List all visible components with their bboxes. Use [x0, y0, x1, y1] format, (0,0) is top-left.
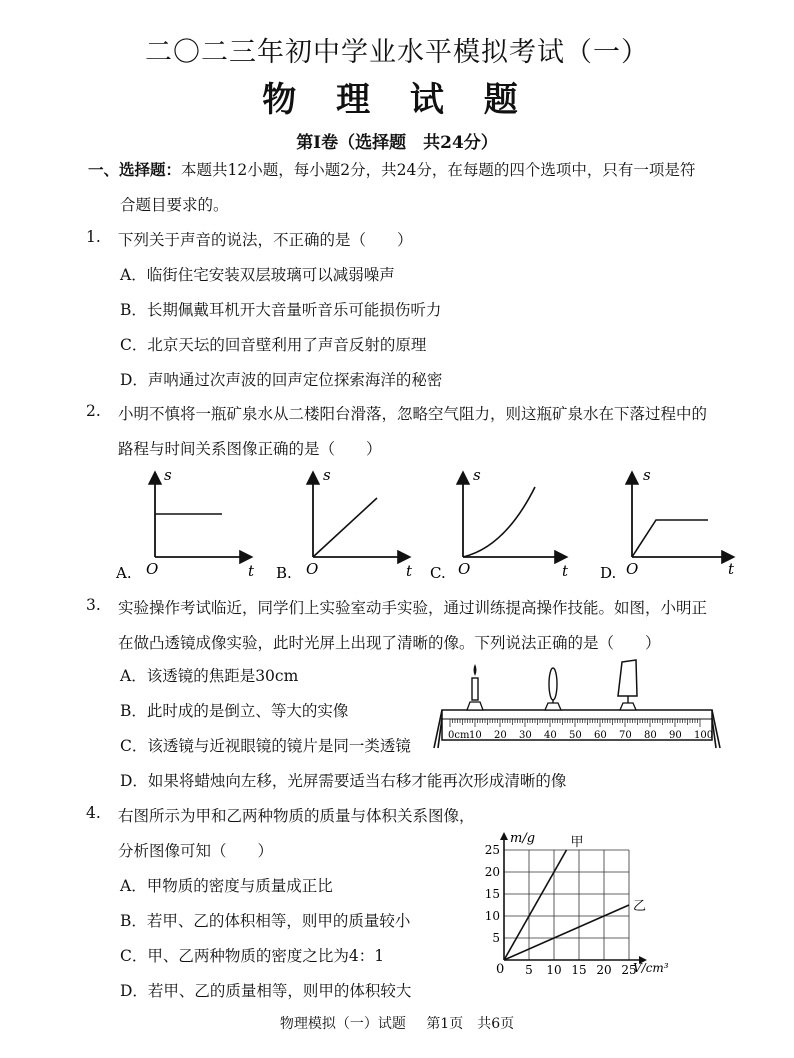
- series-yi-line: [504, 905, 629, 960]
- light-screen[interactable]: [618, 660, 637, 710]
- q3-number: 3.: [86, 596, 101, 614]
- section-intro-line2: 合题目要求的。: [120, 196, 229, 214]
- q2-graphs: [110, 462, 750, 587]
- q2-b-choice: B.: [276, 564, 292, 582]
- q2-b-x-label: t: [406, 562, 413, 580]
- candle[interactable]: [467, 664, 483, 710]
- q2-d-choice: D.: [600, 564, 617, 582]
- q2-graph-d[interactable]: [600, 466, 735, 582]
- y-tick-label: 25: [484, 843, 500, 857]
- page-footer: [0, 1013, 794, 1033]
- q2-stem-line2: 路程与时间关系图像正确的是（ ）: [118, 440, 382, 458]
- q2-a-choice: A.: [116, 564, 132, 582]
- q2-a-y-label: s: [164, 466, 172, 484]
- optical-bench-figure: [432, 656, 724, 752]
- y-tick-label: 10: [484, 909, 500, 923]
- scale-label: 40: [544, 730, 557, 741]
- series-yi-label: 乙: [633, 899, 647, 914]
- y-tick-label: 15: [484, 887, 500, 901]
- q4-stem-line1: 右图所示为甲和乙两种物质的质量与体积关系图像，: [118, 807, 475, 825]
- q3-option-d[interactable]: D．如果将蜡烛向左移，光屏需要适当右移才能再次形成清晰的像: [120, 772, 567, 790]
- scale-label: 50: [569, 730, 582, 741]
- q4-number: 4.: [86, 804, 101, 822]
- scale-label: 20: [494, 730, 507, 741]
- q2-b-y-label: s: [323, 466, 331, 484]
- q3-stem-line2: 在做凸透镜成像实验，此时光屏上出现了清晰的像。下列说法正确的是（ ）: [118, 634, 661, 652]
- chart-axes: [500, 832, 647, 964]
- footer-exam-name: 物理模拟（一）试题: [279, 1016, 406, 1032]
- section-title: 第Ⅰ卷（选择题 共24分）: [296, 133, 498, 153]
- x-tick-label: 15: [571, 963, 587, 977]
- x-tick-label: 10: [546, 963, 562, 977]
- scale-label: 70: [619, 730, 632, 741]
- y-axis-label: m/g: [510, 831, 536, 846]
- q4-stem-line2: 分析图像可知（ ）: [118, 842, 274, 860]
- q1-stem: 下列关于声音的说法，不正确的是（ ）: [118, 231, 413, 249]
- q3-option-b[interactable]: B．此时成的是倒立、等大的实像: [120, 702, 349, 720]
- q1-option-d[interactable]: D．声呐通过次声波的回声定位探索海洋的秘密: [120, 371, 443, 389]
- exam-title: 二〇二三年初中学业水平模拟考试（一）: [145, 37, 649, 68]
- x-axis-label: V/cm³: [633, 961, 669, 975]
- q4-option-d[interactable]: D．若甲、乙的质量相等，则甲的体积较大: [120, 982, 412, 1000]
- q3-option-a[interactable]: A．该透镜的焦距是30cm: [120, 667, 299, 685]
- convex-lens[interactable]: [545, 668, 561, 710]
- y-axis-arrow: [500, 832, 508, 840]
- q2-b-origin: O: [306, 560, 319, 578]
- q3-stem-line1: 实验操作考试临近，同学们上实验室动手实验，通过训练提高操作技能。如图，小明正: [118, 599, 708, 617]
- chart-tick-labels: [485, 843, 637, 977]
- q4-option-b[interactable]: B．若甲、乙的体积相等，则甲的质量较小: [120, 912, 411, 930]
- chart-origin: 0: [496, 962, 505, 977]
- q2-c-origin: O: [458, 560, 471, 578]
- q2-c-x-label: t: [562, 562, 569, 580]
- q2-stem-line1: 小明不慎将一瓶矿泉水从二楼阳台滑落，忽略空气阻力，则这瓶矿泉水在下落过程中的: [118, 405, 708, 423]
- scale-label: 80: [644, 730, 657, 741]
- y-tick-label: 20: [484, 865, 500, 879]
- mass-volume-chart: [470, 828, 680, 980]
- section-intro-text: 本题共12小题，每小题2分，共24分，在每题的四个选项中，只有一项是符: [181, 161, 696, 179]
- chart-series: [504, 835, 646, 960]
- scale-label: 30: [519, 730, 532, 741]
- section-intro-label: 一、选择题：: [88, 160, 182, 179]
- chart-grid: [504, 850, 629, 960]
- q2-graph-c[interactable]: [430, 466, 569, 582]
- q1-option-a[interactable]: A．临街住宅安装双层玻璃可以减弱噪声: [120, 266, 395, 284]
- scale-label: 0cm: [448, 730, 470, 741]
- x-tick-label: 25: [621, 963, 637, 977]
- series-jia-label: 甲: [570, 835, 584, 850]
- scale-label: 90: [669, 730, 682, 741]
- section-intro-line1: [88, 158, 695, 180]
- series-jia-line: [504, 850, 567, 960]
- footer-page-number: 第1页 共6页: [426, 1016, 515, 1032]
- q2-graph-a[interactable]: [115, 466, 255, 582]
- x-tick-label: 20: [596, 963, 612, 977]
- q2-number: 2.: [86, 402, 101, 420]
- q2-a-x-label: t: [248, 562, 255, 580]
- scale-label: 100: [694, 730, 714, 741]
- scale-label: 10: [469, 730, 482, 741]
- x-tick-label: 5: [525, 963, 533, 977]
- q2-c-y-label: s: [473, 466, 481, 484]
- q3-option-c[interactable]: C．该透镜与近视眼镜的镜片是同一类透镜: [120, 737, 411, 755]
- q2-d-y-label: s: [643, 466, 651, 484]
- q1-number: 1.: [86, 228, 101, 246]
- q4-option-c[interactable]: C．甲、乙两种物质的密度之比为4：1: [120, 947, 385, 965]
- q1-option-b[interactable]: B．长期佩戴耳机开大音量听音乐可能损伤听力: [120, 301, 442, 319]
- scale-label: 60: [594, 730, 607, 741]
- q2-d-x-label: t: [728, 560, 735, 578]
- q2-graph-b[interactable]: [276, 466, 413, 582]
- subject-title: 物 理 试 题: [262, 80, 532, 120]
- q2-a-origin: O: [146, 560, 159, 578]
- q2-c-choice: C.: [430, 564, 446, 582]
- y-tick-label: 5: [492, 931, 500, 945]
- q4-option-a[interactable]: A．甲物质的密度与质量成正比: [120, 877, 333, 895]
- q1-option-c[interactable]: C．北京天坛的回音壁利用了声音反射的原理: [120, 336, 427, 354]
- q2-d-origin: O: [626, 560, 639, 578]
